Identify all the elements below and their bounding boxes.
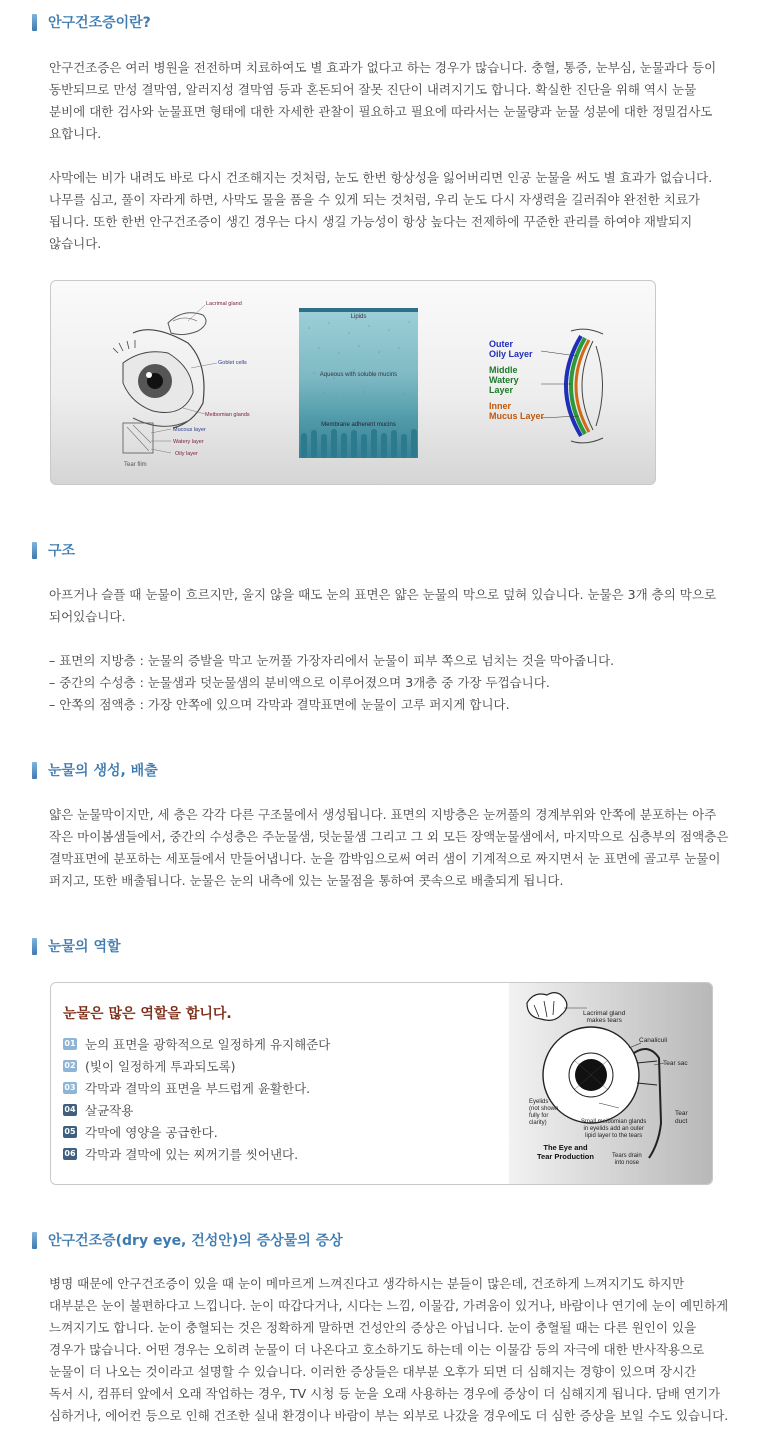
eye-tear-film-diagram	[113, 293, 313, 473]
section-title-roles	[32, 936, 121, 956]
label-membrane-mucins: Membrane adherent mucins	[321, 422, 396, 428]
role-text: 각막과 결막에 있는 찌꺼기를 씻어낸다.	[85, 1147, 299, 1162]
role-text: 각막에 영양을 공급한다.	[85, 1125, 218, 1140]
text-line: 분비에 대한 검사와 눈물표면 형태에 대한 자세한 관찰이 필요하고 필요에 따라서는 눈물량과 눈물 성분에 대한 정밀검사도	[49, 104, 713, 119]
label-line: makes tears	[586, 1017, 622, 1024]
label-eyelids	[529, 1099, 558, 1127]
title-bar-icon	[32, 14, 37, 31]
label-line: Tears drain	[612, 1153, 642, 1159]
label-line: Lacrimal gland	[583, 1010, 626, 1017]
label-lacrimal-gland: Lacrimal gland	[206, 301, 242, 307]
number-badge: 04	[64, 1105, 76, 1114]
text-line: 되어있습니다.	[49, 609, 126, 624]
section-title-text: 눈물의 생성, 배출	[48, 763, 158, 779]
label-watery: Watery	[489, 375, 519, 385]
number-badge: 01	[64, 1039, 76, 1048]
tear-roles-box	[50, 982, 713, 1185]
eye-layers-diagram	[541, 326, 611, 446]
role-item	[63, 1057, 236, 1075]
text-line: 사막에는 비가 내려도 바로 다시 건조해지는 것처럼, 눈도 한번 항상성을 잃어버리면 인공 눈물을 써도 별 효과가 없습니다.	[49, 170, 713, 185]
mucin-texture	[299, 308, 418, 458]
label-line: duct	[675, 1118, 688, 1125]
section-title-text: 안구건조증이란?	[48, 15, 151, 31]
text-line: 퍼지고, 또한 배출됩니다. 눈물은 눈의 내측에 있는 눈물점을 통하여 콧속으로 배출되게 됩니다.	[49, 873, 564, 888]
label-tears-drain	[612, 1153, 642, 1167]
label-middle: Middle	[489, 365, 518, 375]
label-layer: Layer	[489, 385, 514, 395]
paragraph-desert	[49, 167, 729, 255]
text-line: 심하거나, 에어컨 등으로 인해 건조한 실내 환경이나 바람이 부는 외부로 나갔을 경우에도 더 심한 증상을 보일 수도 있습니다.	[49, 1408, 729, 1423]
role-text: 살균작용	[85, 1103, 134, 1118]
title-bar-icon	[32, 762, 37, 779]
label-meibomian	[581, 1119, 646, 1140]
list-item: – 안쪽의 점액층 : 가장 안쪽에 있으며 각막과 결막표면에 눈물이 고루 퍼지게 합니다.	[49, 697, 510, 712]
title-bar-icon	[32, 542, 37, 559]
text-line: 나무를 심고, 풀이 자라게 하면, 사막도 물을 품을 수 있게 되는 것처럼, 우리 눈도 다시 자생력을 길러줘야 완전한 치료가	[49, 192, 700, 207]
label-canaliculi: Canaliculi	[639, 1037, 668, 1044]
role-text: (빛이 일정하게 투과되도록)	[85, 1059, 236, 1074]
label-line: into nose	[614, 1160, 640, 1166]
text-line: 대부분은 눈이 불편하다고 느낍니다. 눈이 따갑다거나, 시다는 느낌, 이물감, 가려움이 있거나, 바람이나 연기에 눈이 예민하게	[49, 1298, 729, 1313]
label-watery-layer: Watery layer	[173, 439, 204, 445]
section-title-text: 눈물의 역할	[48, 939, 121, 955]
label-oily-layer-bold: Oily Layer	[489, 349, 533, 359]
label-mucous-layer: Mucous layer	[173, 427, 206, 433]
paragraph-production	[49, 804, 729, 892]
label-tear-sac: Tear sac	[663, 1060, 688, 1067]
text-line: 결막표면에 분포하는 세포들에서 만들어냅니다. 눈을 깜박임으로써 여러 샘이 기계적으로 짜지면서 눈 표면에 골고루 눈물이	[49, 851, 721, 866]
label-lipids: Lipids	[350, 314, 367, 320]
diagram-title	[537, 1143, 594, 1161]
section-title-symptoms	[32, 1230, 343, 1250]
paragraph-symptoms	[49, 1273, 729, 1427]
text-line: 않습니다.	[49, 236, 102, 251]
role-item	[63, 1145, 298, 1163]
label-goblet-cells: Goblet cells	[218, 360, 247, 366]
text-line: 작은 마이봄샘들에서, 중간의 수성층은 주눈물샘, 덧눈물샘 그리고 그 외 모든 장액눈물샘에서, 마지막으로 심층부의 점액층은	[49, 829, 729, 844]
label-line: lipid layer to the tears	[585, 1133, 643, 1139]
label-line: Eyelids	[529, 1099, 549, 1105]
label-aqueous: Aqueous with soluble mucins	[319, 372, 398, 378]
title-bar-icon	[32, 1232, 37, 1249]
text-line: 병명 때문에 안구건조증이 있을 때 눈이 메마르게 느껴진다고 생각하시는 분들이 많은데, 건조하게 느껴지기도 하지만	[49, 1276, 685, 1291]
title-bar-icon	[32, 938, 37, 955]
list-item: – 중간의 수성층 : 눈물샘과 덧눈물샘의 분비액으로 이루어졌으며 3개층 중 가장 두껍습니다.	[49, 675, 550, 690]
text-line: 아프거나 슬플 때 눈물이 흐르지만, 울지 않을 때도 눈의 표면은 얇은 눈물의 막으로 덮혀 있습니다. 눈물은 3개 층의 막으로	[49, 587, 717, 602]
label-inner: Inner	[489, 401, 512, 411]
number-badge: 03	[64, 1083, 76, 1092]
label-line: Tear	[675, 1110, 688, 1117]
label-line: Small meibomian glands	[581, 1119, 647, 1125]
section-title-dry-eye	[32, 12, 151, 32]
role-item	[63, 1079, 310, 1097]
label-outer: Outer	[489, 339, 514, 349]
label-tear-duct	[675, 1110, 688, 1126]
section-title-text: 구조	[48, 543, 76, 559]
label-line: (not shown	[529, 1106, 559, 1112]
label-line: The Eye and	[543, 1143, 588, 1152]
label-tear-film: Tear film	[124, 462, 147, 468]
text-line: 얇은 눈물막이지만, 세 층은 각각 다른 구조물에서 생성됩니다. 표면의 지방층은 눈꺼풀의 경계부위와 안쪽에 분포하는 아주	[49, 807, 717, 822]
text-line: 경우가 많습니다. 어떤 경우는 오히려 눈물이 더 나온다고 호소하기도 하는데 이는 이물감 등의 자극에 대한 반사작용으로	[49, 1342, 705, 1357]
role-item	[63, 1035, 330, 1053]
role-item	[63, 1123, 218, 1141]
tear-film-figure	[50, 280, 656, 485]
number-badge: 05	[64, 1127, 76, 1136]
roles-box-title: 눈물은 많은 역할을 합니다.	[63, 1006, 232, 1022]
role-text: 눈의 표면을 광학적으로 일정하게 유지해준다	[85, 1037, 331, 1052]
section-title-production	[32, 760, 158, 780]
text-line: 안구건조증은 여러 병원을 전전하며 치료하여도 별 효과가 없다고 하는 경우가 많습니다. 충혈, 통증, 눈부심, 눈물과다 등이	[49, 60, 717, 75]
role-item	[63, 1101, 133, 1119]
paragraph-structure	[49, 584, 729, 628]
section-title-text: 안구건조증(dry eye, 건성안)의 증상물의 증상	[48, 1233, 343, 1249]
section-title-structure	[32, 540, 75, 560]
layer-labels	[489, 339, 544, 421]
tear-film-layers-panel	[299, 308, 418, 458]
label-oily-layer: Oily layer	[175, 451, 198, 457]
structure-layer-list	[49, 650, 729, 716]
label-line: fully for	[529, 1113, 549, 1119]
paragraph-intro	[49, 57, 729, 145]
role-text: 각막과 결막의 표면을 부드럽게 윤활한다.	[85, 1081, 311, 1096]
tear-production-diagram	[509, 983, 712, 1184]
text-line: 독서 시, 컴퓨터 앞에서 오래 작업하는 경우, TV 시청 등 눈을 오래 사용하는 경우에 증상이 더 심해지게 됩니다. 담배 연기가	[49, 1386, 721, 1401]
label-line: Tear Production	[537, 1152, 594, 1161]
text-line: 느껴지기도 합니다. 눈이 충혈되는 것은 정확하게 말하면 건성안의 증상은 아닙니다. 눈이 충혈될 때는 다른 원인이 있을	[49, 1320, 697, 1335]
number-badge: 06	[64, 1149, 76, 1158]
label-line: clarity)	[529, 1120, 547, 1126]
label-mucus-layer: Mucus Layer	[489, 411, 545, 421]
text-line: 요합니다.	[49, 126, 102, 141]
label-lacrimal-gland-text	[583, 1010, 625, 1024]
text-line: 동반되므로 만성 결막염, 알러지성 결막염 등과 혼돈되어 잘못 진단이 내려지기도 합니다. 확실한 진단을 위해 역시 눈물	[49, 82, 697, 97]
text-line: 눈물이 더 나오는 것이라고 설명할 수 있습니다. 이러한 증상들은 대부분 오후가 되면 더 심해지는 경향이 있으며 장시간	[49, 1364, 697, 1379]
label-meibomian-glands: Meibomian glands	[205, 412, 250, 418]
list-item: – 표면의 지방층 : 눈물의 증발을 막고 눈꺼풀 가장자리에서 눈물이 피부 쪽으로 넘치는 것을 막아줍니다.	[49, 653, 615, 668]
number-badge: 02	[64, 1061, 76, 1070]
label-line: in eyelids add an outer	[583, 1126, 644, 1132]
text-line: 됩니다. 또한 한번 안구건조증이 생긴 경우는 다시 생길 가능성이 항상 높다는 전제하에 꾸준한 관리를 하여야 재발되지	[49, 214, 693, 229]
